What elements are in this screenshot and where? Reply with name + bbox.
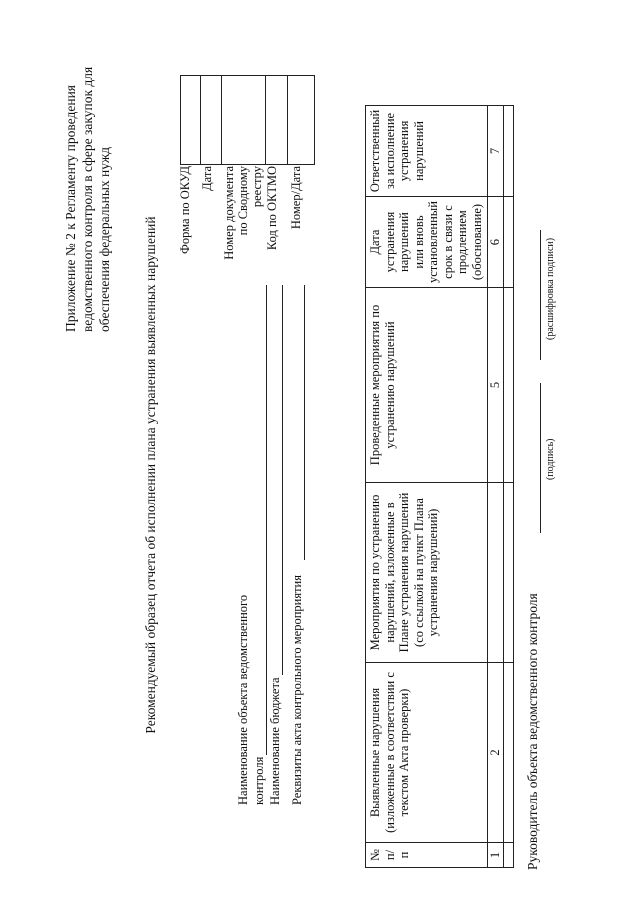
doc-number-label-3: реестру: [250, 166, 264, 208]
table-header-row: [366, 105, 488, 867]
table-row: [504, 105, 514, 867]
violations-table: [365, 105, 514, 868]
appendix-line-1: Приложение № 2 к Регламенту проведения: [63, 84, 78, 332]
codes-row-divider: [287, 76, 288, 164]
object-label-2: контроля: [252, 756, 266, 805]
document-title: Рекомендуемый образец отчета об исполнении плана устранения выявленных нарушений: [143, 216, 158, 734]
header-planned-measures: Мероприятия по устранению нарушений, изложенные в Плане устранения нарушений (со ссылкой на пункт Плана устранения нарушений): [366, 483, 488, 663]
doc-number-label-1: Номер документа: [222, 166, 236, 260]
column-number-cell: 5: [488, 288, 504, 483]
table-cell: [504, 663, 514, 843]
column-number-cell: 1: [488, 843, 504, 868]
header-violations: Выявленные нарушения (изложенные в соответствии с текстом Акта проверки): [366, 663, 488, 843]
object-field-line: [266, 285, 267, 755]
codes-row-divider: [200, 76, 201, 164]
act-field-line: [304, 285, 305, 560]
table-cell: [504, 105, 514, 196]
codes-box: [180, 75, 315, 165]
signature-label: Руководитель объекта ведомственного контроля: [525, 593, 540, 870]
column-number-cell: 7: [488, 105, 504, 196]
appendix-line-2: ведомственного контроля в сфере закупок для: [80, 66, 95, 332]
table-cell: [504, 197, 514, 288]
signature-line: [540, 383, 541, 533]
signature-name-hint: (расшифровка подписи): [545, 237, 556, 340]
object-label-1: Наименование объекта ведомственного: [236, 594, 250, 805]
header-responsible: Ответственный за исполнение устранения нарушений: [366, 105, 488, 196]
column-number-cell: 6: [488, 197, 504, 288]
budget-label: Наименование бюджета: [268, 677, 282, 805]
column-number-cell: 2: [488, 663, 504, 843]
table-cell: [504, 843, 514, 868]
doc-number-label-2: по Сводному: [236, 166, 250, 236]
table-numbers-row: [488, 105, 504, 867]
appendix-header: [62, 32, 113, 332]
number-date-label: Номер/Дата: [289, 166, 303, 230]
oktmo-label: Код по ОКТМО: [265, 166, 279, 251]
table-cell: [504, 288, 514, 483]
date-label: Дата: [200, 166, 214, 191]
table-cell: [504, 483, 514, 663]
header-performed-measures: Проведенные мероприятия по устранению нарушений: [366, 288, 488, 483]
okud-label: Форма по ОКУД: [178, 166, 192, 254]
header-number: № п/п: [366, 843, 488, 868]
header-date: Дата устранения нарушений или вновь установленный срок в связи с продлением (обоснование): [366, 197, 488, 288]
codes-row-divider: [265, 76, 266, 164]
act-label: Реквизиты акта контрольного мероприятия: [290, 575, 304, 805]
signature-name-line: [540, 230, 541, 360]
signature-hint: (подпись): [545, 438, 556, 480]
column-number-cell: [488, 483, 504, 663]
codes-row-divider: [221, 76, 222, 164]
appendix-line-3: обеспечения федеральных нужд: [97, 146, 112, 332]
budget-field-line: [282, 285, 283, 675]
